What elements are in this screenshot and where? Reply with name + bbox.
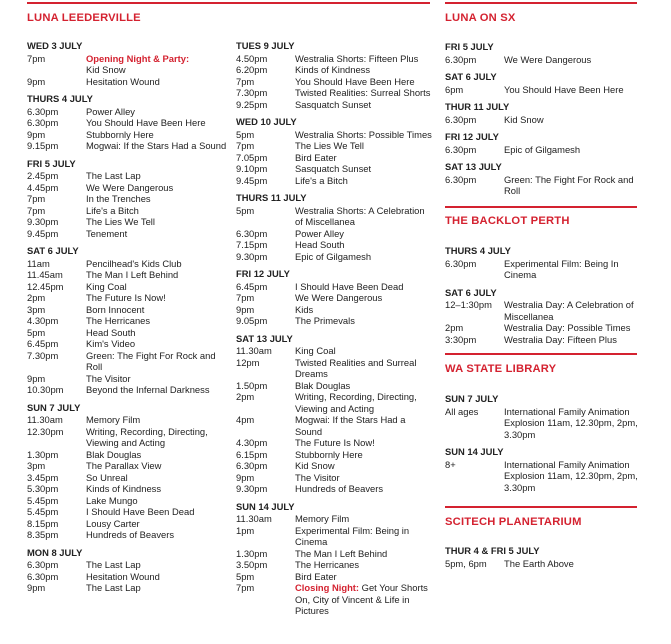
- screening-time: [27, 64, 86, 76]
- screening-time: 9.45pm: [236, 174, 268, 186]
- screening-title: Westralia Shorts: Fifteen Plus: [295, 52, 419, 64]
- screening-row: [27, 373, 231, 385]
- screening-title: Epic of Gilgamesh: [504, 143, 581, 155]
- screening-title: Green: The Fight For Rock and Roll: [504, 173, 634, 196]
- day-heading: THURS 11 JULY: [236, 192, 307, 203]
- screening-title: Lousy Carter: [86, 517, 140, 529]
- screening-row: [27, 292, 231, 304]
- venue-title-backlot-perth: THE BACKLOT PERTH: [445, 215, 570, 227]
- day-heading: SUN 14 JULY: [236, 500, 295, 512]
- screening-time: 11am: [27, 257, 50, 269]
- screening-time: 8.35pm: [27, 529, 59, 540]
- screening-time: 6.30pm: [445, 113, 477, 125]
- screening-row: [445, 144, 645, 156]
- screening-row: [236, 281, 434, 293]
- screening-row: [236, 140, 434, 152]
- screening-time: 12pm: [236, 356, 260, 368]
- screening-title: International Family Animation Explosion 11am, 12.30pm, 2pm, 3.30pm: [504, 458, 638, 493]
- screening-row: [236, 64, 434, 76]
- screening-row: [27, 350, 231, 373]
- screening-time: 6.30pm: [27, 559, 59, 570]
- screening-row: [27, 129, 231, 141]
- day-heading: SAT 13 JULY: [445, 161, 502, 172]
- screening-title: Kinds of Kindness: [295, 64, 371, 75]
- screening-row: [445, 258, 645, 281]
- screening-title: The Future Is Now!: [295, 437, 375, 448]
- screening-row: [27, 460, 231, 472]
- day-heading: FRI 12 JULY: [445, 131, 499, 142]
- screening-title: The Primevals: [295, 315, 355, 326]
- screening-row: [236, 548, 434, 560]
- screening-time: 5.30pm: [27, 483, 59, 494]
- screening-time: 3.45pm: [27, 471, 59, 483]
- screening-row: [27, 216, 231, 228]
- screening-time: 6.30pm: [27, 570, 59, 582]
- screening-title: Writing, Recording, Directing, Viewing and Acting: [86, 425, 208, 448]
- screening-title: The Last Lap: [86, 170, 141, 181]
- screening-time: 4.45pm: [27, 181, 59, 193]
- screening-title: The Visitor: [295, 471, 340, 483]
- screening-row: [27, 258, 231, 270]
- screening-title: Power Alley: [295, 227, 344, 239]
- screening-row: [445, 459, 645, 494]
- screening-title: Green: The Fight For Rock and Roll: [86, 349, 216, 372]
- screening-row: [27, 426, 231, 449]
- day-heading: TUES 9 JULY: [236, 40, 295, 51]
- venue-rule: [445, 506, 637, 508]
- screening-title: [86, 53, 231, 65]
- screening-row: [445, 84, 645, 96]
- screening-row: [236, 304, 434, 316]
- screening-row: [236, 571, 434, 583]
- schedule-column: [445, 245, 645, 345]
- screening-title: The Herricanes: [86, 315, 151, 326]
- day-heading: WED 10 JULY: [236, 116, 297, 127]
- screening-title: The Lies We Tell: [86, 216, 155, 227]
- screening-row: [27, 449, 231, 461]
- screening-title: Power Alley: [86, 105, 135, 117]
- screening-title: Memory Film: [86, 414, 141, 425]
- screening-time: 3.50pm: [236, 559, 268, 570]
- screening-time: 1pm: [236, 524, 255, 536]
- screening-title: Kid Snow: [504, 113, 544, 125]
- screening-title: The Future Is Now!: [86, 292, 166, 303]
- screening-title: Kid Snow: [86, 64, 126, 75]
- day-heading: SUN 7 JULY: [445, 393, 499, 404]
- screening-row: [236, 239, 434, 251]
- screening-title: Life's a Bitch: [86, 204, 139, 216]
- screening-time: 4.30pm: [27, 315, 59, 326]
- day-heading: THUR 11 JULY: [445, 101, 510, 112]
- screening-row: [27, 582, 231, 594]
- screening-row: [27, 304, 231, 316]
- screening-row: [236, 87, 434, 99]
- screening-row: [236, 228, 434, 240]
- event-highlight: Closing Night:: [295, 582, 360, 593]
- screening-time: 6.30pm: [445, 173, 477, 185]
- screening-time: 11.45am: [27, 269, 63, 280]
- screening-time: 6.45pm: [27, 338, 59, 349]
- screening-time: 9.05pm: [236, 315, 268, 326]
- day-heading: WED 3 JULY: [27, 40, 83, 51]
- screening-title: Kid Snow: [295, 460, 335, 471]
- screening-row: [236, 357, 434, 380]
- screening-time: 9.25pm: [236, 98, 268, 110]
- screening-row: [236, 345, 434, 357]
- screening-time: 7pm: [27, 204, 46, 216]
- day-heading: THUR 4 & FRI 5 JULY: [445, 545, 540, 556]
- day-heading: SAT 6 JULY: [445, 286, 497, 298]
- screening-title: Kids: [295, 303, 314, 315]
- screening-time: 9pm: [236, 471, 255, 483]
- event-title: Get Your Shorts On, City of Vincent & Life in Pictures: [295, 582, 428, 616]
- screening-time: 6.30pm: [236, 227, 268, 239]
- screening-row: [236, 414, 434, 437]
- screening-title: Head South: [295, 239, 345, 250]
- screening-row: [236, 513, 434, 525]
- screening-title: Hundreds of Beavers: [295, 483, 384, 494]
- screening-row: [236, 99, 434, 111]
- schedule-column: [27, 40, 231, 594]
- screening-row: [27, 140, 231, 152]
- screening-time: 5pm: [27, 326, 46, 338]
- screening-title: Mogwai: If the Stars Had a Sound: [86, 140, 227, 151]
- screening-row: [445, 174, 645, 197]
- screening-time: 2.45pm: [27, 170, 59, 181]
- screening-row: [27, 281, 231, 293]
- screening-row: [236, 483, 434, 495]
- day-heading: FRI 5 JULY: [27, 157, 76, 169]
- screening-time: 4.50pm: [236, 52, 268, 64]
- screening-row: [27, 182, 231, 194]
- screening-title: The Man I Left Behind: [295, 547, 388, 559]
- screening-title: International Family Animation Explosion 11am, 12.30pm, 2pm, 3.30pm: [504, 405, 638, 440]
- screening-row: [27, 559, 231, 571]
- screening-title: Bird Eater: [295, 570, 337, 582]
- screening-title: Kinds of Kindness: [86, 483, 162, 494]
- screening-title: Tenement: [86, 227, 128, 239]
- screening-row: [445, 406, 645, 441]
- screening-title: King Coal: [295, 345, 336, 356]
- screening-time: 12.30pm: [27, 425, 64, 437]
- screening-time: 3pm: [27, 460, 46, 471]
- screening-time: 6.30pm: [445, 143, 477, 155]
- screening-time: 4.30pm: [236, 437, 268, 448]
- screening-time: 6.30pm: [27, 117, 59, 128]
- screening-title: I Should Have Been Dead: [295, 280, 404, 292]
- screening-row: [236, 315, 434, 327]
- venue-title-luna-leederville: LUNA LEEDERVILLE: [27, 12, 141, 24]
- screening-title: Westralia Day: Possible Times: [504, 322, 631, 333]
- screening-row: [236, 205, 434, 228]
- screening-row: [27, 518, 231, 530]
- day-heading: SUN 7 JULY: [27, 401, 81, 413]
- screening-row: [236, 76, 434, 88]
- screening-time: 9.10pm: [236, 163, 268, 174]
- screening-title: The Earth Above: [504, 557, 574, 569]
- screening-row: [27, 205, 231, 217]
- screening-title: Westralia Shorts: Possible Times: [295, 128, 432, 140]
- screening-title: The Parallax View: [86, 460, 162, 471]
- screening-row: [27, 193, 231, 205]
- screening-time: 9.30pm: [236, 483, 268, 494]
- screening-time: 9pm: [27, 75, 46, 87]
- screening-title: Head South: [86, 326, 136, 338]
- screening-row: [27, 315, 231, 327]
- screening-row: [445, 54, 645, 66]
- screening-title: The Last Lap: [86, 582, 141, 593]
- screening-title: Epic of Gilgamesh: [295, 250, 372, 262]
- screening-title: [295, 582, 434, 617]
- screening-row: [445, 114, 645, 126]
- screening-row: [236, 129, 434, 141]
- screening-title: We Were Dangerous: [86, 181, 174, 193]
- screening-title: We Were Dangerous: [295, 292, 383, 303]
- screening-title: Hesitation Wound: [86, 75, 160, 87]
- day-heading: SAT 6 JULY: [445, 71, 497, 82]
- venue-rule: [445, 353, 637, 355]
- screening-row: [236, 437, 434, 449]
- screening-time: 9pm: [27, 128, 46, 140]
- screening-time: 12–1:30pm: [445, 299, 492, 310]
- screening-time: 1.30pm: [27, 448, 59, 460]
- screening-row: [236, 53, 434, 65]
- screening-time: 6.15pm: [236, 448, 268, 460]
- screening-time: 2pm: [445, 322, 464, 333]
- screening-time: 7pm: [236, 75, 255, 87]
- day-heading: THURS 4 JULY: [445, 245, 511, 256]
- screening-time: 1.50pm: [236, 379, 268, 391]
- screening-row: [236, 460, 434, 472]
- screening-row: [27, 117, 231, 129]
- screening-row: [236, 582, 434, 617]
- screening-time: 3:30pm: [445, 333, 477, 345]
- screening-row: [27, 64, 231, 76]
- screening-title: King Coal: [86, 280, 127, 292]
- screening-title: Writing, Recording, Directing, Viewing and Acting: [295, 391, 417, 414]
- screening-time: 7.30pm: [236, 87, 268, 98]
- screening-time: 6pm: [445, 83, 464, 95]
- screening-time: 8+: [445, 458, 456, 470]
- screening-title: Westralia Day: A Celebration of Miscellanea: [504, 299, 634, 322]
- screening-row: [27, 472, 231, 484]
- screening-title: In the Trenches: [86, 193, 151, 204]
- venue-title-luna-on-sx: LUNA ON SX: [445, 12, 516, 24]
- screening-time: 6.45pm: [236, 280, 268, 292]
- screening-time: 6.30pm: [27, 105, 59, 117]
- screening-title: Westralia Day: Fifteen Plus: [504, 333, 617, 345]
- screening-title: You Should Have Been Here: [86, 117, 206, 128]
- day-heading: SAT 6 JULY: [27, 245, 79, 256]
- bottom-fade: [0, 628, 671, 644]
- screening-time: 9pm: [236, 303, 255, 315]
- screening-row: [27, 483, 231, 495]
- screening-time: 7pm: [27, 193, 46, 204]
- screening-title: Born Innocent: [86, 303, 145, 315]
- screening-title: Kim's Video: [86, 338, 136, 349]
- screening-row: [236, 163, 434, 175]
- screening-row: [445, 334, 645, 346]
- screening-title: Sasquatch Sunset: [295, 98, 372, 110]
- screening-title: Twisted Realities and Surreal Dreams: [295, 356, 417, 379]
- screening-title: Pencilhead's Kids Club: [86, 257, 182, 269]
- screening-time: 11.30am: [27, 414, 63, 425]
- screening-time: 5pm, 6pm: [445, 557, 487, 569]
- screening-title: Lake Mungo: [86, 494, 138, 506]
- day-heading: FRI 12 JULY: [236, 268, 290, 279]
- screening-title: Experimental Film: Being In Cinema: [504, 257, 619, 280]
- screening-row: [236, 449, 434, 461]
- screening-time: 9.30pm: [27, 216, 59, 227]
- screening-row: [27, 228, 231, 240]
- screening-row: [27, 495, 231, 507]
- schedule-column: [236, 40, 434, 617]
- screening-time: 9.15pm: [27, 140, 59, 151]
- screening-row: [27, 269, 231, 281]
- screening-title: Stubbornly Here: [86, 128, 154, 140]
- screening-time: 8.15pm: [27, 517, 59, 529]
- screening-title: Memory Film: [295, 513, 350, 524]
- screening-title: Blak Douglas: [86, 448, 142, 460]
- day-heading: SAT 13 JULY: [236, 332, 293, 344]
- screening-time: 10.30pm: [27, 384, 64, 395]
- screening-time: 1.30pm: [236, 547, 268, 559]
- screening-time: 5.45pm: [27, 494, 59, 506]
- venue-title-wa-state-library: WA STATE LIBRARY: [445, 363, 557, 375]
- day-heading: FRI 5 JULY: [445, 41, 494, 52]
- screening-row: [236, 152, 434, 164]
- screening-title: The Man I Left Behind: [86, 269, 179, 280]
- screening-row: [27, 76, 231, 88]
- screening-time: 2pm: [27, 292, 46, 303]
- screening-title: Twisted Realities: Surreal Shorts: [295, 87, 431, 98]
- screening-row: [236, 525, 434, 548]
- screening-row: [236, 380, 434, 392]
- screening-time: 6.20pm: [236, 64, 268, 75]
- screening-row: [27, 338, 231, 350]
- screening-row: [27, 106, 231, 118]
- screening-time: 7pm: [236, 292, 255, 303]
- screening-row: [236, 559, 434, 571]
- screening-title: You Should Have Been Here: [504, 83, 624, 95]
- screening-title: We Were Dangerous: [504, 53, 592, 65]
- screening-time: 2pm: [236, 391, 255, 402]
- screening-time: 7.05pm: [236, 151, 268, 163]
- screening-row: [445, 299, 645, 322]
- event-highlight: Opening Night & Party:: [86, 52, 190, 64]
- venue-title-scitech-planetarium: SCITECH PLANETARIUM: [445, 516, 582, 528]
- screening-title: So Unreal: [86, 471, 128, 483]
- screening-row: [27, 327, 231, 339]
- screening-time: 4pm: [236, 414, 255, 425]
- screening-title: Stubbornly Here: [295, 448, 363, 460]
- screening-time: 6.30pm: [445, 257, 477, 269]
- screening-time: 5pm: [236, 128, 255, 140]
- screening-time: 7pm: [236, 582, 255, 593]
- screening-row: [27, 506, 231, 518]
- screening-time: 12.45pm: [27, 280, 64, 292]
- screening-row: [236, 292, 434, 304]
- screening-time: 9.45pm: [27, 227, 59, 239]
- day-heading: THURS 4 JULY: [27, 93, 93, 104]
- screening-title: Beyond the Infernal Darkness: [86, 384, 210, 395]
- day-heading: SUN 14 JULY: [445, 446, 504, 457]
- screening-row: [27, 529, 231, 541]
- screening-row: [27, 414, 231, 426]
- screening-time: 7.15pm: [236, 239, 268, 250]
- venue-rule: [27, 2, 430, 4]
- screening-row: [236, 391, 434, 414]
- screening-title: I Should Have Been Dead: [86, 506, 195, 517]
- screening-time: 6.30pm: [445, 53, 477, 65]
- screening-title: Hesitation Wound: [86, 570, 160, 582]
- screening-time: 7pm: [236, 140, 255, 151]
- screening-time: 5pm: [236, 570, 255, 582]
- screening-title: The Lies We Tell: [295, 140, 364, 151]
- screening-title: Hundreds of Beavers: [86, 529, 175, 540]
- screening-time: 7.30pm: [27, 349, 59, 361]
- screening-row: [27, 170, 231, 182]
- screening-row: [27, 571, 231, 583]
- screening-title: Sasquatch Sunset: [295, 163, 372, 174]
- screening-time: 6.30pm: [236, 460, 268, 471]
- venue-rule: [445, 2, 637, 4]
- screening-time: 11.30am: [236, 345, 272, 356]
- screening-time: 9pm: [27, 372, 46, 384]
- screening-row: [27, 53, 231, 65]
- screening-row: [236, 175, 434, 187]
- schedule-column: [445, 545, 645, 569]
- screening-time: 3pm: [27, 303, 46, 315]
- screening-title: The Herricanes: [295, 559, 360, 570]
- screening-title: Blak Douglas: [295, 379, 351, 391]
- screening-title: Experimental Film: Being in Cinema: [295, 524, 410, 547]
- screening-row: [445, 558, 645, 570]
- screening-time: 5pm: [236, 204, 255, 216]
- screening-row: [236, 472, 434, 484]
- screening-row: [236, 251, 434, 263]
- schedule-column: [445, 393, 645, 493]
- screening-time: 11.30am: [236, 513, 272, 524]
- screening-time: 9.30pm: [236, 250, 268, 262]
- schedule-column: [445, 41, 645, 197]
- screening-title: Mogwai: If the Stars Had a Sound: [295, 414, 406, 437]
- screening-title: Bird Eater: [295, 151, 337, 163]
- screening-time: 9pm: [27, 582, 46, 593]
- screening-row: [27, 384, 231, 396]
- screening-title: Life's a Bitch: [295, 174, 348, 186]
- day-heading: MON 8 JULY: [27, 546, 83, 558]
- screening-title: The Last Lap: [86, 559, 141, 570]
- screening-title: You Should Have Been Here: [295, 75, 415, 87]
- screening-title: Westralia Shorts: A Celebration of Miscellanea: [295, 204, 425, 227]
- screening-time: 5.45pm: [27, 506, 59, 517]
- screening-time: All ages: [445, 405, 479, 417]
- screening-title: The Visitor: [86, 372, 131, 384]
- screening-time: 7pm: [27, 52, 46, 64]
- screening-row: [445, 322, 645, 334]
- venue-rule: [445, 206, 637, 208]
